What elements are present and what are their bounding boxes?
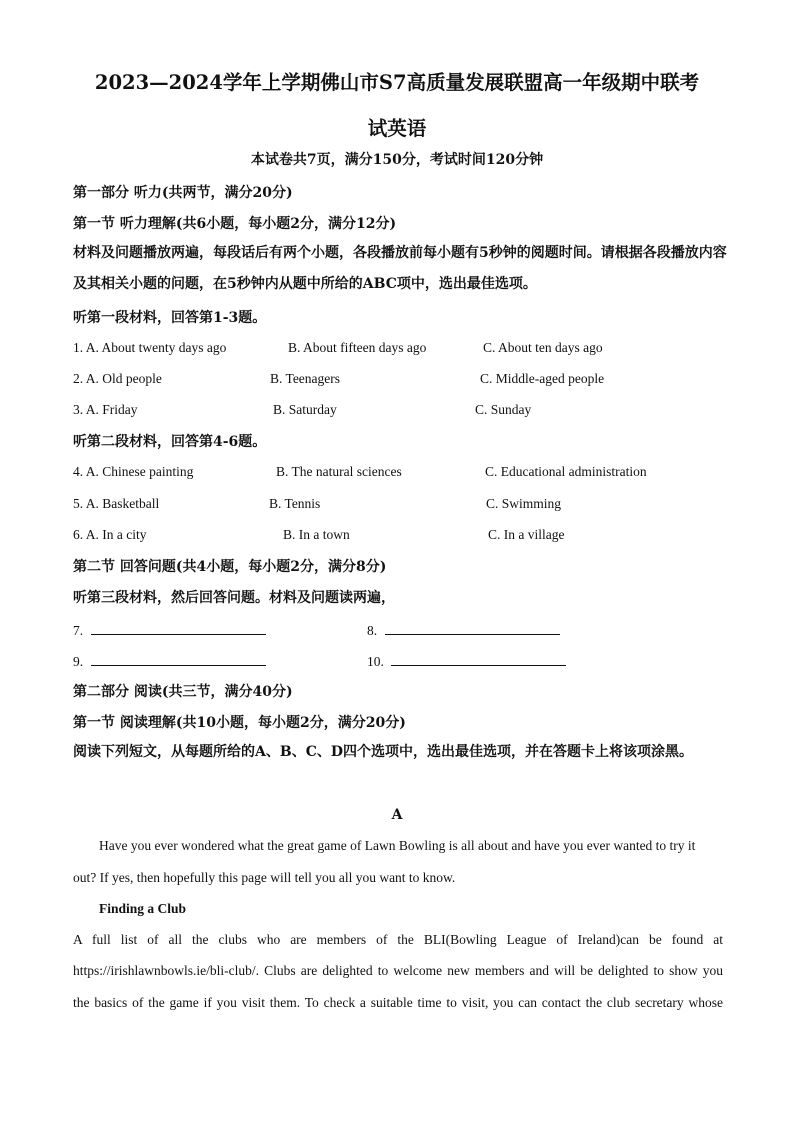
part1-section2-heading: 第二节 回答问题(共4小题，每小题2分，满分8分) (73, 559, 387, 575)
exam-title-line1: 2023—2024学年上学期佛山市S7高质量发展联盟高一年级期中联考 (94, 71, 700, 94)
q5-option-a: 5. A. Basketball (73, 496, 160, 511)
exam-subtitle: 本试卷共7页，满分150分，考试时间120分钟 (250, 152, 544, 168)
answer-line-7 (73, 620, 266, 639)
answer-line-9 (73, 651, 266, 670)
q4-option-b: B. The natural sciences (276, 464, 402, 479)
part1-instructions: 材料及问题播放两遍，每段话后有两个小题，各段播放前每小题有5秒钟的阅题时间。请根据各段播放内容及其相关小题的问题，在5秒钟内从题中所给的ABC项中，选出最佳选项。 (73, 245, 727, 292)
q2-option-a: 2. A. Old people (73, 371, 162, 386)
q6-option-a: 6. A. In a city (73, 527, 147, 542)
q6-option-b: B. In a town (283, 527, 350, 542)
q1-option-c: C. About ten days ago (483, 340, 603, 355)
answer-blank-8[interactable] (385, 620, 560, 635)
q3-option-b: B. Saturday (273, 402, 337, 417)
answer-number-7: 7. (73, 623, 84, 638)
q6-option-c: C. In a village (488, 527, 565, 542)
answer-number-10: 10. (367, 654, 384, 669)
passage-label: A (391, 807, 403, 823)
part2-heading: 第二部分 阅读(共三节，满分40分) (73, 684, 293, 700)
passage1-prompt: 听第一段材料，回答第1-3题。 (73, 310, 267, 326)
part2-instructions: 阅读下列短文，从每题所给的A、B、C、D四个选项中，选出最佳选项，并在答题卡上将该项涂黑。 (73, 744, 693, 760)
exam-title-line2: 试英语 (367, 117, 427, 140)
q3-option-a: 3. A. Friday (73, 402, 138, 417)
passage-intro-line1: Have you ever wondered what the great game of Lawn Bowling is all about and have you ever wanted to try it (99, 838, 696, 853)
passage-intro-line2: out? If yes, then hopefully this page will tell you all you want to know. (73, 870, 456, 885)
passage2-prompt: 听第二段材料，回答第4-6题。 (73, 434, 267, 450)
part1-heading: 第一部分 听力(共两节，满分20分) (73, 185, 293, 201)
club-line2: https://irishlawnbowls.ie/bli-club/. Clubs are delighted to welcome new members and will be delighted to show you (73, 963, 723, 978)
q5-option-c: C. Swimming (486, 496, 562, 511)
q4-option-a: 4. A. Chinese painting (73, 464, 194, 479)
q2-option-b: B. Teenagers (270, 371, 341, 386)
answer-line-8 (367, 620, 560, 639)
answer-blank-10[interactable] (391, 651, 566, 666)
q3-option-c: C. Sunday (475, 402, 532, 417)
q1-option-b: B. About fifteen days ago (288, 340, 427, 355)
q4-option-c: C. Educational administration (485, 464, 647, 479)
part2-section1-heading: 第一节 阅读理解(共10小题，每小题2分，满分20分) (73, 715, 406, 731)
answer-number-8: 8. (367, 623, 378, 638)
club-line1: A full list of all the clubs who are members of the BLI(Bowling League of Ireland)can be found at (73, 932, 723, 947)
passage3-prompt: 听第三段材料，然后回答问题。材料及问题读两遍， (73, 590, 395, 606)
passage-subheading: Finding a Club (99, 901, 187, 916)
answer-blank-7[interactable] (91, 620, 266, 635)
q5-option-b: B. Tennis (269, 496, 321, 511)
answer-blank-9[interactable] (91, 651, 266, 666)
q2-option-c: C. Middle-aged people (480, 371, 605, 386)
part1-section1-heading: 第一节 听力理解(共6小题，每小题2分，满分12分) (73, 216, 397, 232)
answer-number-9: 9. (73, 654, 84, 669)
q1-option-a: 1. A. About twenty days ago (73, 340, 227, 355)
answer-line-10 (367, 651, 566, 670)
club-line3: the basics of the game if you visit them. To check a suitable time to visit, you can contact the club secretary whose (73, 995, 723, 1010)
